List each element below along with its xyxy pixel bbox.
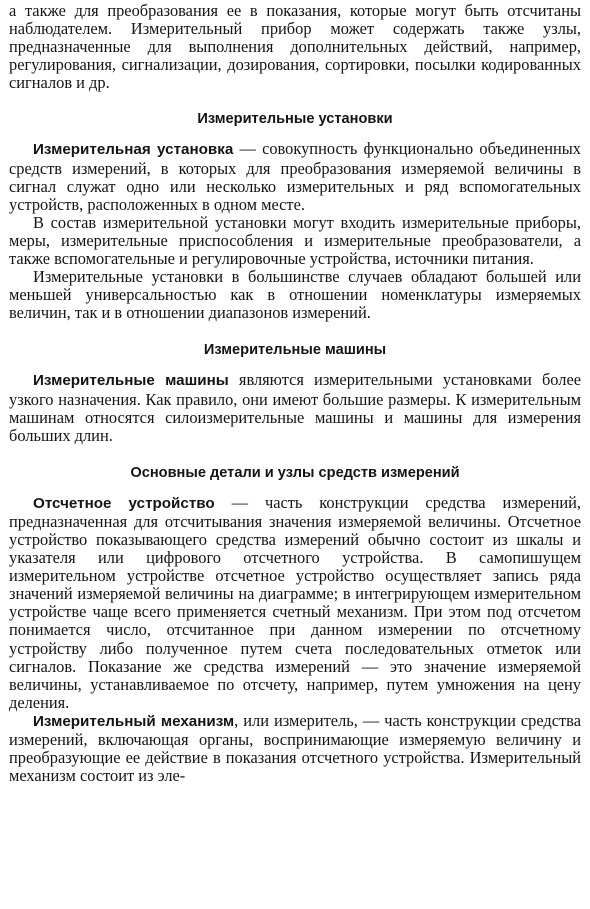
paragraph-measuring-mechanism [9,712,581,785]
paragraph-continuation: а также для преобразования ее в показания, которые могут быть отсчитаны наблюдателем. Измерительный прибор может содержать также узлы, предназначенные для выполнения дополнительных действий, например, регулирования, сигнализации, дозирования, сортировки, посылки кодированных сигналов и др. [9,1,581,93]
section-heading-measuring-installations: Измерительные установки [197,111,393,128]
definition-text: — совокупность функционально объединенных средств измерений, в которых для преобразования измеряемой величины в сигнал служат одно или несколько измерительных и ряд вспомогательных устройств, расположенных в одном месте. [9,139,582,214]
term-measuring-installation: Измерительная установка [33,141,234,159]
definition-text: являются измерительными установками более узкого назначения. Как правило, они имеют большие размеры. К измерительным машинам относятся силоизмерительные машины и машины для измерения больших длин. [9,370,581,445]
paragraph-installation-composition: В состав измерительной установки могут входить измерительные приборы, меры, измерительные приспособления и измерительные преобразователи, а также вспомогательные и регулировочные устройства, источники питания. [9,212,581,269]
paragraph-machines-definition [9,371,581,444]
paragraph-reading-device [9,494,581,712]
definition-text: , или измеритель, — часть конструкции средства измерений, включающая органы, воспринимающие измеряемую величину и преобразующие ее действие в показания отсчетного устройства. Измерительный механизм состоит из эле- [9,710,581,786]
paragraph-installation-definition [9,140,581,213]
paragraph-installation-universality: Измерительные установки в большинстве случаев обладают большей или меньшей универсальностью как в отношении номенклатуры измеряемых величин, так и в отношении диапазонов измерений. [9,267,581,323]
definition-text: — часть конструкции средства измерений, предназначенная для отсчитывания значения измеряемой величины. Отсчетное устройство показывающего средства измерений обычно состоит из шкалы и указателя или цифрового отсчетного устройства. В самопишущем измерительном устройстве отсчетное устройство осуществляет запись ряда значений измеряемой величины на диаграмме; в интегрирующем измерительном устройстве чаще всего применяется счетный механизм. При этом под отсчетом понимается число, отсчитанное при данном измерении по отсчетному устройству либо полученное путем счета последовательных отметок или сигналов. Показание же средства измерений — это значение измеряемой величины, устанавливаемое по отсчету, например, путем умножения на цену деления. [9,492,581,712]
term-measuring-mechanism: Измерительный механизм [33,712,235,730]
term-measuring-machines: Измерительные машины [33,372,229,390]
section-heading-main-parts: Основные детали и узлы средств измерений [130,464,460,481]
term-reading-device: Отсчетное устройство [33,494,215,512]
section-heading-measuring-machines: Измерительные машины [203,342,387,359]
